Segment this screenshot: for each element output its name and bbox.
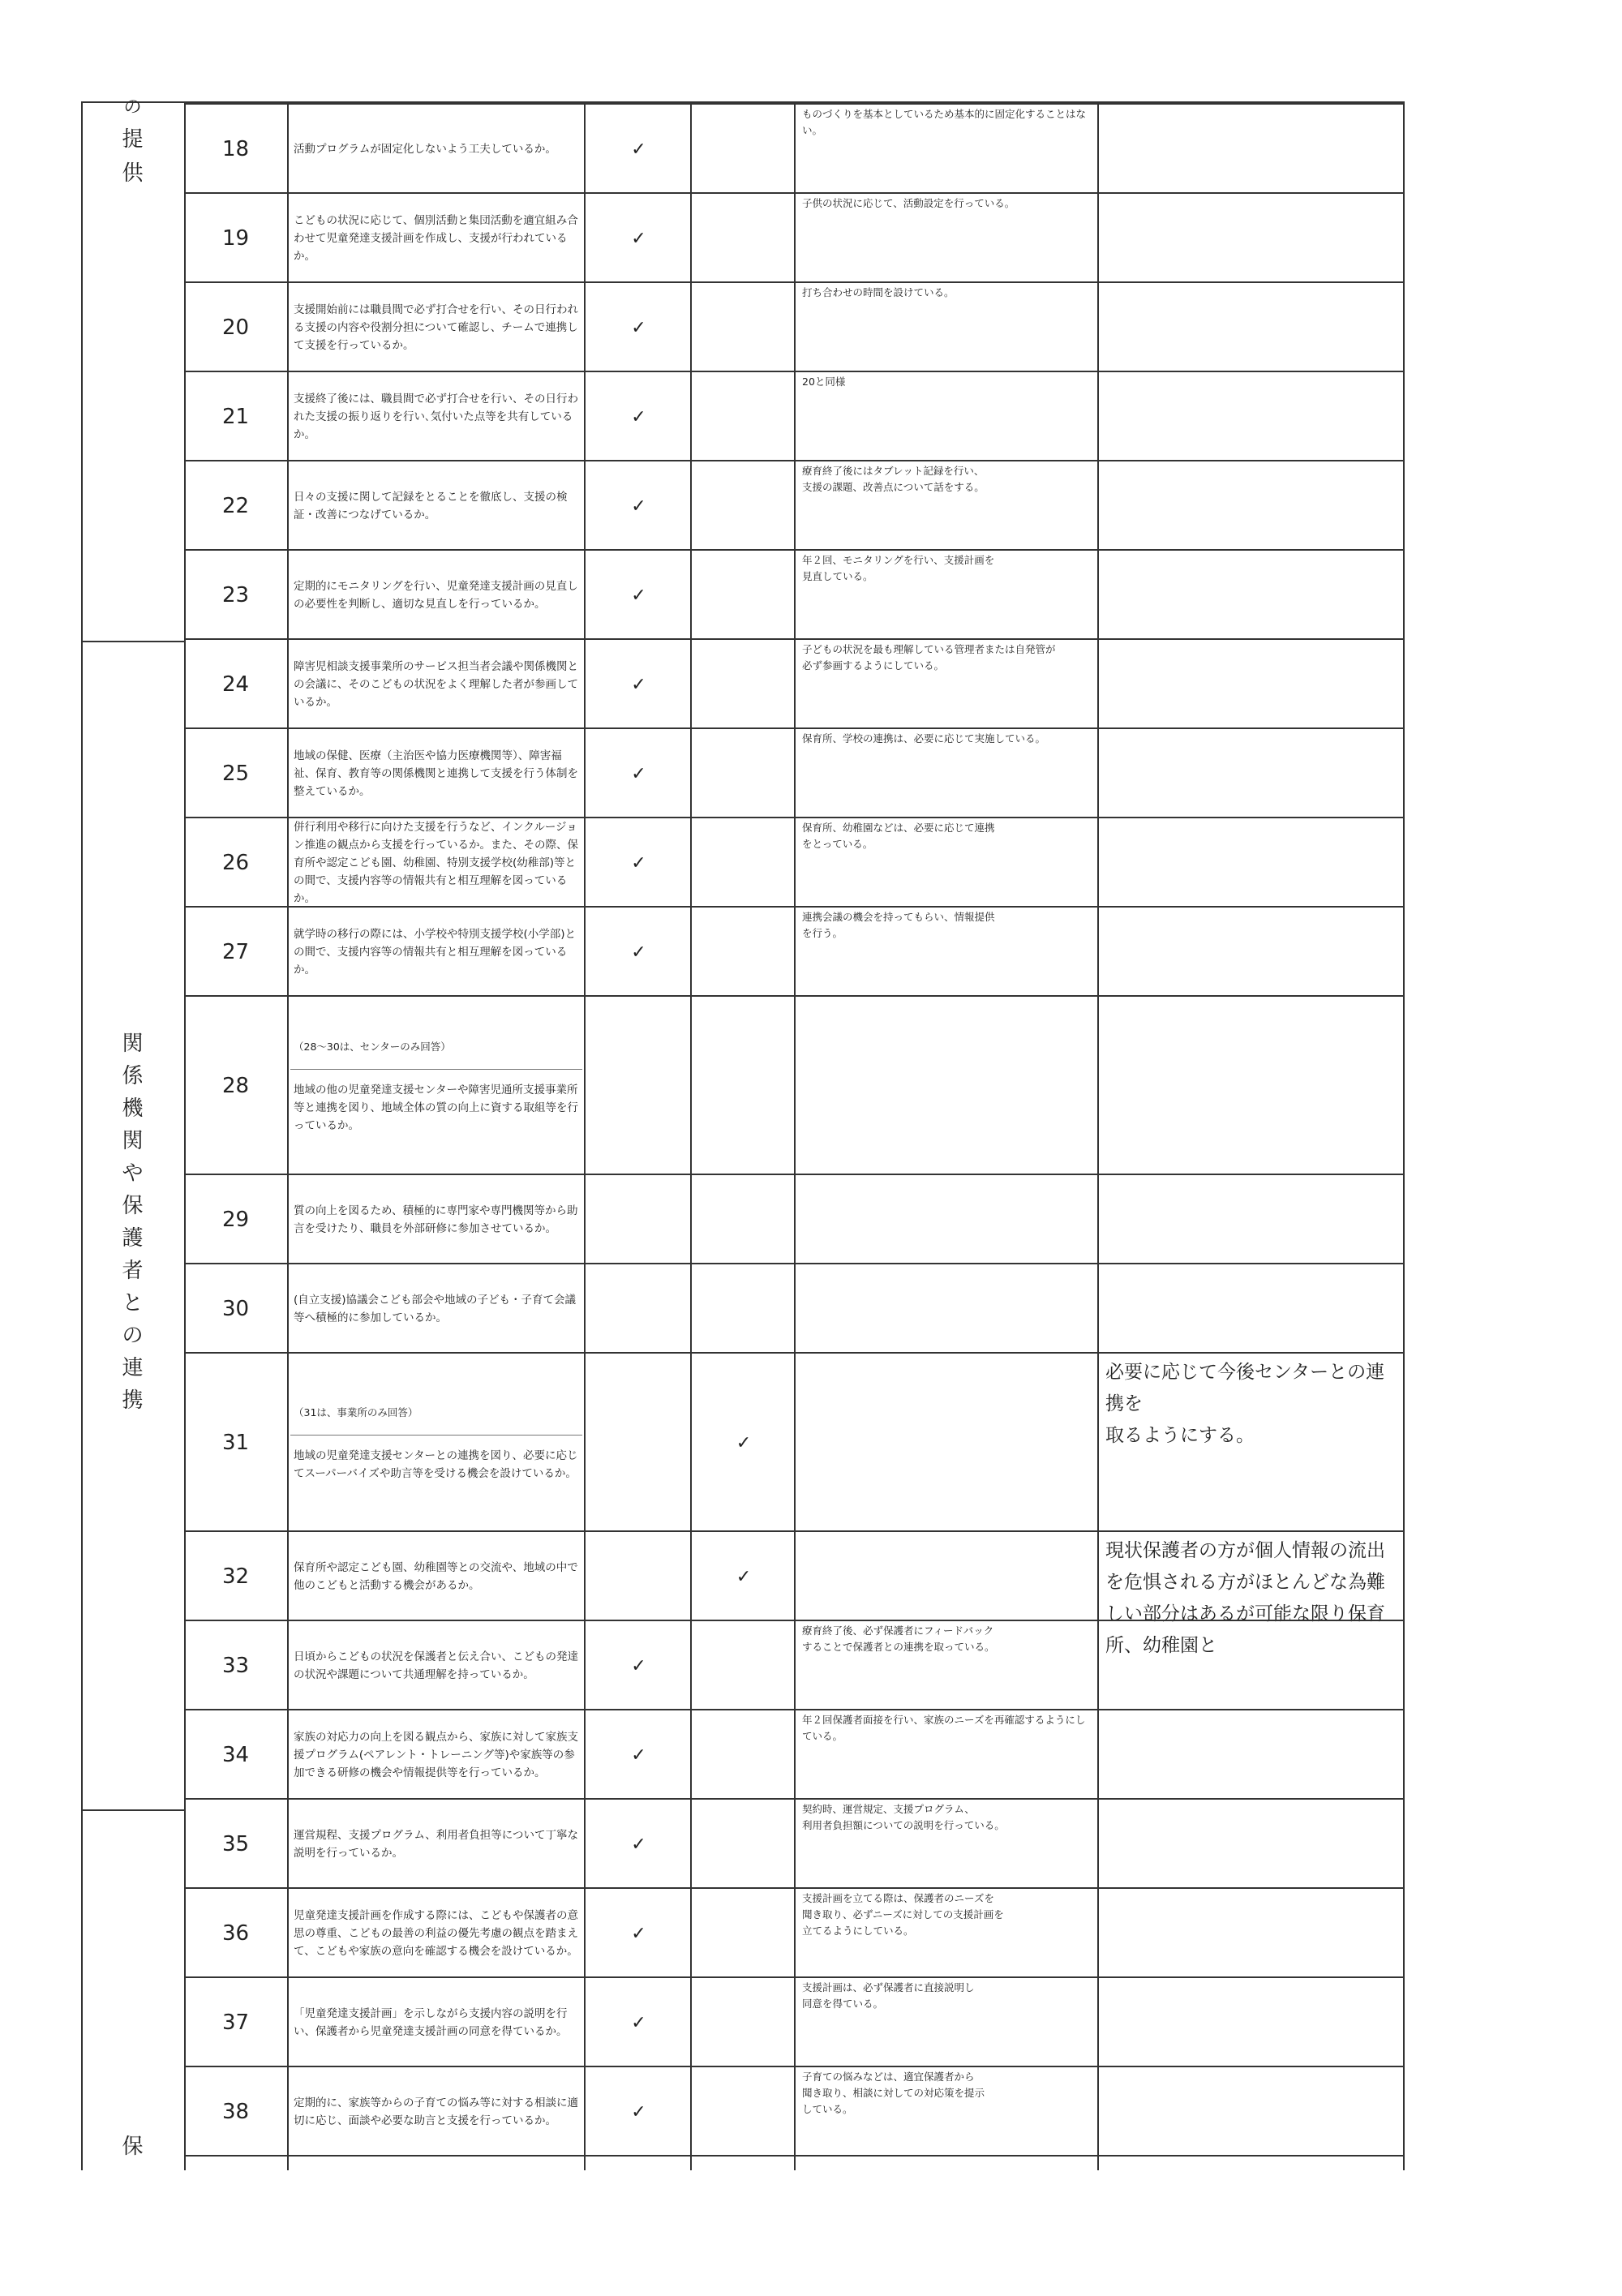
- yes-check: ✓: [631, 139, 646, 160]
- category-char: 保: [122, 2135, 144, 2159]
- item-number: 21: [221, 405, 250, 429]
- improvement-plan: [1101, 551, 1402, 640]
- question-label: 「児童発達支援計画」を示しながら支援内容の説明を行い、保護者から児童発達支援計画の同意を得ているか。: [294, 2007, 568, 2038]
- grid-line: [794, 103, 796, 2170]
- question-label: 併行利用や移行に向けた支援を行うなど、インクルージョン推進の観点から支援を行っているか。また、その際、保育所や認定こども園、幼稚園、特別支援学校(幼稚部)等との間で、支援内容等の情報共有と相互理解を図っているか。: [294, 821, 578, 905]
- improvement-plan: [1101, 194, 1402, 283]
- improvement-plan: 現状保護者の方が個人情報の流出を危惧される方がほとんどな為難しい部分はあるが可能な限り保育所、幼稚園と: [1105, 1540, 1385, 1656]
- category-char: や: [122, 1161, 144, 1186]
- note-separator: [290, 1069, 582, 1070]
- yes-check: [587, 1532, 690, 1621]
- item-number: 22: [221, 494, 250, 518]
- question-text: [290, 194, 584, 283]
- yes-check: ✓: [631, 2012, 646, 2033]
- no-check: [693, 640, 794, 729]
- question-text: [290, 818, 584, 908]
- yes-check: ✓: [631, 1923, 646, 1944]
- improvement-plan: [1101, 372, 1402, 461]
- item-number: 19: [221, 226, 250, 251]
- question-label: 日々の支援に関して記録をとることを徹底し、支援の検証・改善につなげているか。: [294, 491, 568, 521]
- grid-line: [1403, 103, 1405, 2170]
- question-label: 定期的に、家族等からの子育ての悩み等に対する相談に適切に応じ、面談や必要な助言と支援を行っているか。: [294, 2096, 578, 2127]
- item-number: 29: [221, 1208, 250, 1232]
- item-number: 23: [221, 583, 250, 607]
- improvement-plan: [1101, 1264, 1402, 1354]
- no-check: [693, 1800, 794, 1889]
- grid-line: [584, 103, 586, 2170]
- category-char: 携: [122, 1388, 144, 1413]
- improvement-note: ものづくりを基本としているため基本的に固定化することはない。: [802, 108, 1087, 136]
- no-check: [693, 2067, 794, 2157]
- improvement-note: [797, 997, 1097, 1175]
- improvement-plan: [1101, 1175, 1402, 1264]
- improvement-note: 子どもの状況を最も理解している管理者または自発管が 必ず参画するようにしている。: [802, 643, 1056, 672]
- item-number: 30: [221, 1297, 250, 1321]
- improvement-note: [797, 1175, 1097, 1264]
- no-check: [693, 1264, 794, 1354]
- no-check: [693, 105, 794, 194]
- improvement-plan: [1101, 461, 1402, 551]
- question-text: [290, 461, 584, 551]
- question-label: こどもの状況に応じて、個別活動と集団活動を適宜組み合わせて児童発達支援計画を作成し、支援が行われているか。: [294, 214, 578, 263]
- improvement-note: [797, 1264, 1097, 1354]
- question-label: 地域の他の児童発達支援センターや障害児通所支援事業所等と連携を図り、地域全体の質の向上に資する取組等を行っているか。: [294, 1083, 578, 1132]
- improvement-note: 打ち合わせの時間を設けている。: [802, 286, 955, 298]
- question-text: [290, 729, 584, 818]
- answer-scope-note: （31は、事業所のみ回答）: [294, 1405, 418, 1418]
- category-char: 関: [122, 1129, 144, 1153]
- yes-check: ✓: [631, 2101, 646, 2122]
- answer-scope-note: （28～30は、センターのみ回答）: [294, 1040, 451, 1053]
- yes-check: ✓: [631, 674, 646, 695]
- no-check: [693, 1889, 794, 1978]
- improvement-note: 20と同様: [802, 376, 846, 388]
- item-number: 38: [221, 2100, 250, 2124]
- no-check: [693, 194, 794, 283]
- note-separator: [290, 1435, 582, 1436]
- improvement-note: 子育ての悩みなどは、適宜保護者から 聞き取り、相談に対しての対応策を提示 している。: [802, 2071, 985, 2115]
- question-label: 児童発達支援計画を作成する際には、こどもや保護者の意思の尊重、こどもの最善の利益の優先考慮の観点を踏まえて、こどもや家族の意向を確認する機会を設けているか。: [294, 1909, 578, 1958]
- question-label: 保育所や認定こども園、幼稚園等との交流や、地域の中で他のこどもと活動する機会があるか。: [294, 1561, 578, 1592]
- question-label: 活動プログラムが固定化しないよう工夫しているか。: [294, 143, 556, 156]
- yes-check: ✓: [631, 1745, 646, 1766]
- question-label: 支援開始前には職員間で必ず打合せを行い、その日行われる支援の内容や役割分担について確認し、チームで連携して支援を行っているか。: [294, 303, 578, 352]
- question-text: [290, 1354, 584, 1532]
- question-label: (自立支援)協議会こども部会や地域の子ども・子育て会議等へ積極的に参加しているか。: [294, 1294, 577, 1324]
- item-number: 33: [221, 1654, 250, 1678]
- yes-check: ✓: [631, 317, 646, 338]
- improvement-note: 支援計画を立てる際は、保護者のニーズを 聞き取り、必ずニーズに対しての支援計画を 立てるようにしている。: [802, 1892, 1004, 1937]
- no-check: ✓: [736, 1566, 752, 1587]
- question-text: [290, 105, 584, 194]
- improvement-plan: 必要に応じて今後センターとの連携を 取るようにする。: [1105, 1362, 1385, 1446]
- question-label: 地域の保健、医療（主治医や協力医療機関等）、障害福祉、保育、教育等の関係機関と連携して支援を行う体制を整えているか。: [294, 749, 578, 798]
- no-check: [693, 908, 794, 997]
- question-label: 障害児相談支援事業所のサービス担当者会議や関係機関との会議に、そのこどもの状況をよく理解した者が参画しているか。: [294, 660, 578, 709]
- question-label: 支援終了後には、職員間で必ず打合せを行い、その日行われた支援の振り返りを行い､気付いた点等を共有しているか。: [294, 393, 578, 441]
- yes-check: ✓: [631, 852, 646, 873]
- question-text: [290, 908, 584, 997]
- item-number: 28: [221, 1074, 250, 1098]
- improvement-note: 保育所、学校の連携は、必要に応じて実施している。: [802, 732, 1046, 745]
- item-number: 34: [221, 1743, 250, 1767]
- no-check: [693, 461, 794, 551]
- improvement-plan: [1101, 283, 1402, 372]
- improvement-plan: [1101, 997, 1402, 1175]
- improvement-note: 療育終了後にはタブレット記録を行い、 支援の課題、改善点について話をする。: [802, 465, 985, 493]
- no-check: ✓: [736, 1432, 752, 1453]
- question-text: [290, 1800, 584, 1889]
- improvement-plan: [1101, 2067, 1402, 2157]
- yes-check: ✓: [631, 406, 646, 427]
- improvement-plan: [1101, 1800, 1402, 1889]
- no-check: [693, 372, 794, 461]
- improvement-note: [797, 1532, 1097, 1621]
- no-check: [693, 1978, 794, 2067]
- category-char: 護: [122, 1226, 144, 1251]
- category-liaison: [81, 1028, 184, 1417]
- yes-check: ✓: [631, 1655, 646, 1676]
- category-char: の: [122, 1324, 144, 1348]
- question-text: [290, 2067, 584, 2157]
- no-check: [693, 1175, 794, 1264]
- category-provision: [81, 93, 184, 191]
- no-check: [693, 551, 794, 640]
- question-text: [290, 640, 584, 729]
- grid-line: [81, 103, 83, 2170]
- question-text: [290, 997, 584, 1175]
- question-text: [290, 1264, 584, 1354]
- yes-check: [587, 1264, 690, 1354]
- improvement-plan: [1101, 1889, 1402, 1978]
- no-check: [693, 818, 794, 908]
- question-text: [290, 372, 584, 461]
- improvement-plan: [1101, 908, 1402, 997]
- yes-check: ✓: [631, 1834, 646, 1855]
- no-check: [693, 997, 794, 1175]
- category-char: の: [123, 97, 142, 118]
- category-char: 提: [122, 127, 144, 152]
- question-label: 運営規程、支援プログラム、利用者負担等について丁寧な説明を行っているか。: [294, 1829, 578, 1860]
- no-check: [693, 1621, 794, 1710]
- question-label: 家族の対応力の向上を図る観点から、家族に対して家族支援プログラム(ペアレント・トレーニング等)や家族等の参加できる研修の機会や情報提供等を行っているか。: [294, 1731, 578, 1779]
- category-char: 係: [122, 1064, 144, 1088]
- question-text: [290, 1532, 584, 1621]
- improvement-note: 子供の状況に応じて、活動設定を行っている。: [802, 197, 1015, 209]
- category-divider: [81, 1809, 184, 1811]
- no-check: [693, 283, 794, 372]
- yes-check: ✓: [631, 585, 646, 606]
- yes-check: ✓: [631, 496, 646, 517]
- grid-line: [690, 103, 692, 2170]
- category-char: と: [122, 1291, 144, 1315]
- category-char: 関: [122, 1032, 144, 1056]
- item-number: 31: [221, 1431, 250, 1455]
- improvement-note: 年２回、モニタリングを行い、支援計画を 見直している。: [802, 554, 995, 582]
- question-text: [290, 283, 584, 372]
- improvement-plan: [1101, 729, 1402, 818]
- yes-check: ✓: [631, 942, 646, 963]
- category-char: 連: [122, 1356, 144, 1380]
- improvement-plan: [1101, 1621, 1402, 1710]
- improvement-note: 連携会議の機会を持ってもらい、情報提供 を行う。: [802, 911, 995, 939]
- improvement-note: 療育終了後、必ず保護者にフィードバック することで保護者との連携を取っている。: [802, 1624, 995, 1653]
- question-label: 地域の児童発達支援センターとの連携を図り、必要に応じてスーパーバイズや助言等を受ける機会を設けているか。: [294, 1448, 578, 1480]
- question-label: 日頃からこどもの状況を保護者と伝え合い、こどもの発達の状況や課題について共通理解を持っているか。: [294, 1650, 578, 1681]
- question-label: 就学時の移行の際には、小学校や特別支援学校(小学部)との間で、支援内容等の情報共有と相互理解を図っているか。: [294, 928, 577, 976]
- item-number: 35: [221, 1832, 250, 1856]
- yes-check: ✓: [631, 228, 646, 249]
- improvement-note: 契約時、運営規定、支援プログラム、 利用者負担額についての説明を行っている。: [802, 1803, 1005, 1831]
- grid-line: [184, 103, 186, 2170]
- category-guardian: [81, 2131, 184, 2163]
- improvement-note: 支援計画は、必ず保護者に直接説明し 同意を得ている。: [802, 1981, 975, 2010]
- improvement-plan: [1101, 640, 1402, 729]
- yes-check: [587, 997, 690, 1175]
- item-number: 37: [221, 2011, 250, 2035]
- no-check: [693, 1710, 794, 1800]
- improvement-plan: [1101, 105, 1402, 194]
- question-label: 質の向上を図るため、積極的に専門家や専門機関等から助言を受けたり、職員を外部研修に参加させているか。: [294, 1204, 578, 1235]
- item-number: 32: [221, 1564, 250, 1589]
- category-char: 機: [122, 1097, 144, 1121]
- question-text: [290, 1889, 584, 1978]
- category-divider: [81, 641, 184, 642]
- question-text: [290, 1621, 584, 1710]
- grid-line: [1097, 103, 1099, 2170]
- no-check: [693, 729, 794, 818]
- question-text: [290, 1978, 584, 2067]
- grid-line: [287, 103, 289, 2170]
- improvement-note: [797, 1354, 1097, 1532]
- improvement-plan: [1101, 1978, 1402, 2067]
- item-number: 27: [221, 940, 250, 964]
- evaluation-table: [81, 97, 1405, 2170]
- improvement-plan: [1101, 1710, 1402, 1800]
- yes-check: [587, 1354, 690, 1532]
- question-text: [290, 1175, 584, 1264]
- item-number: 24: [221, 672, 250, 697]
- item-number: 25: [221, 762, 250, 786]
- improvement-note: 年２回保護者面接を行い、家族のニーズを再確認するようにしている。: [802, 1714, 1086, 1742]
- yes-check: ✓: [631, 763, 646, 784]
- item-number: 18: [221, 137, 250, 161]
- item-number: 26: [221, 851, 250, 875]
- item-number: 20: [221, 315, 250, 340]
- category-char: 供: [122, 161, 144, 186]
- question-label: 定期的にモニタリングを行い、児童発達支援計画の見直しの必要性を判断し、適切な見直しを行っているか。: [294, 580, 578, 611]
- item-number: 36: [221, 1921, 250, 1946]
- question-text: [290, 1710, 584, 1800]
- yes-check: [587, 1175, 690, 1264]
- category-char: 保: [122, 1194, 144, 1218]
- improvement-plan: [1101, 818, 1402, 908]
- category-char: 者: [122, 1259, 144, 1283]
- improvement-note: 保育所、幼稚園などは、必要に応じて連携 をとっている。: [802, 822, 995, 850]
- question-text: [290, 551, 584, 640]
